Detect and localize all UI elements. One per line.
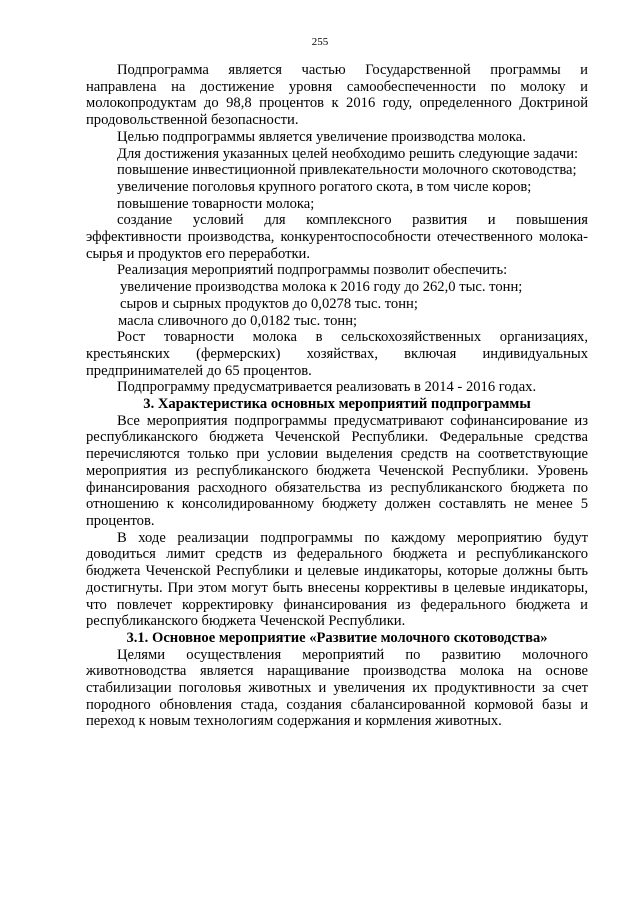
paragraph-line: доводиться лимит средств из федерального бюджета и республиканского — [86, 546, 588, 563]
result-item: увеличение производства молока к 2016 году до 262,0 тыс. тонн; — [120, 279, 523, 296]
goal-text: Целью подпрограммы является увеличение производства молока. — [117, 128, 526, 145]
paragraph-line: финансирования расходного обязательства из республиканского бюджета по — [86, 479, 588, 496]
result-item: сыров и сырных продуктов до 0,0278 тыс. тонн; — [120, 295, 418, 312]
paragraph-line: предпринимателей до 65 процентов. — [86, 362, 312, 379]
tasks-intro: Для достижения указанных целей необходимо решить следующие задачи: — [117, 145, 579, 162]
paragraph-line: В ходе реализации подпрограммы по каждому мероприятию будут — [117, 529, 588, 546]
task-item: повышение товарности молока; — [117, 195, 315, 212]
paragraph-line: что повлечет корректировку финансирования из федерального бюджета и — [86, 596, 588, 613]
paragraph-line: продовольственной безопасности. — [86, 112, 299, 129]
paragraph-line: крестьянских (фермерских) хозяйствах, включая индивидуальных — [86, 345, 588, 362]
result-item: масла сливочного до 0,0182 тыс. тонн; — [118, 312, 358, 329]
paragraph-line: республиканского бюджета Чеченской Республики. — [86, 613, 406, 630]
paragraph-line: процентов. — [86, 512, 155, 529]
paragraph-line: породного обновления стада, создания сбалансированной кормовой базы и — [86, 696, 588, 713]
task-item: повышение инвестиционной привлекательности молочного скотоводства; — [117, 162, 577, 179]
task-item: создание условий для комплексного развития и повышения — [117, 212, 588, 229]
task-item: увеличение поголовья крупного рогатого скота, в том числе коров; — [117, 178, 532, 195]
paragraph-line: переход к новым технологиям содержания и кормления животных. — [86, 713, 502, 730]
paragraph-line: Все мероприятия подпрограммы предусматривают софинансирование из — [117, 412, 588, 429]
paragraph-line: животноводства является наращивание производства молока на основе — [86, 663, 588, 680]
document-body — [86, 62, 588, 730]
paragraph-line: молокопродуктам до 98,8 процентов к 2016 году, определенного Доктриной — [86, 95, 588, 112]
paragraph-line: бюджета Чеченской Республики и целевые индикаторы, которые должны быть — [86, 563, 588, 580]
results-intro: Реализация мероприятий подпрограммы позволит обеспечить: — [117, 262, 508, 279]
paragraph-line: стабилизации поголовья животных и увеличения их продуктивности за счет — [86, 680, 588, 697]
paragraph-line: эффективности производства, конкурентоспособности отечественного молока- — [86, 229, 588, 246]
section-heading: 3. Характеристика основных мероприятий подпрограммы — [143, 396, 531, 413]
paragraph-line: Подпрограмма является частью Государственной программы и — [117, 62, 588, 78]
paragraph-line: сырья и продуктов его переработки. — [86, 245, 311, 262]
paragraph-line: отношению к консолидированному бюджету должен составлять не менее 5 — [86, 496, 588, 513]
paragraph-line: направлена на достижение уровня самообеспеченности по молоку и — [86, 78, 588, 95]
paragraph-line: мероприятия из республиканского бюджета Чеченской Республики. Уровень — [86, 462, 588, 479]
paragraph-line: республиканского бюджета Чеченской Республики. Федеральные средства — [86, 429, 588, 446]
page-number: 255 — [311, 36, 329, 48]
paragraph-line: достигнуты. При этом могут быть внесены коррективы в целевые индикаторы, — [86, 579, 588, 596]
paragraph-line: Целями осуществления мероприятий по развитию молочного — [117, 646, 588, 663]
subsection-heading: 3.1. Основное мероприятие «Развитие молочного скотоводства» — [126, 629, 548, 646]
period-text: Подпрограмму предусматривается реализовать в 2014 - 2016 годах. — [117, 379, 537, 396]
paragraph-line: перечисляются только при условии выделения средств на соответствующие — [86, 446, 588, 463]
paragraph-line: Рост товарности молока в сельскохозяйственных организациях, — [117, 329, 588, 346]
